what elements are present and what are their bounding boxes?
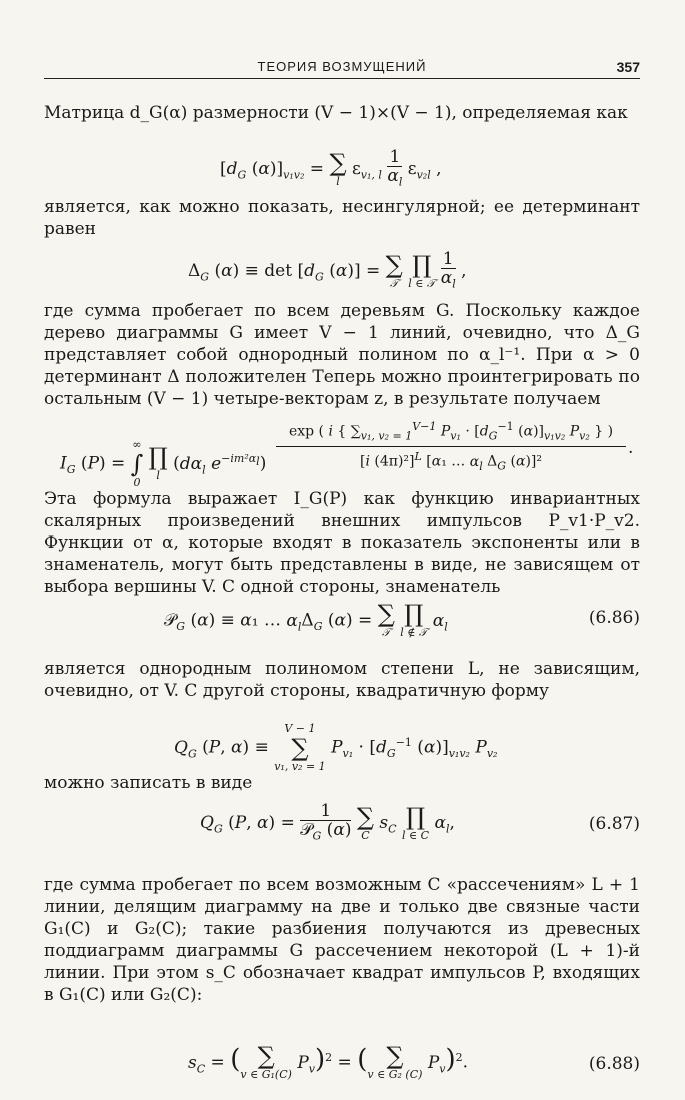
- running-header: [44, 56, 640, 79]
- equation-number-6-86: (6.86): [588, 608, 640, 628]
- paragraph-7: где сумма пробегает по всем возможным C «рассечениям» L + 1 линии, делящим диаграмму на две и только две связные части G₁(C) и G₂(C); такие разбиения получаются из древесных поддиаграмм диаграммы G рассечением некоторой (L + 1)-й линии. При этом s_C обозначает квадрат импульсов P, входящих в G₁(C) или G₂(C):: [44, 875, 641, 1005]
- paragraph-4: Эта формула выражает I_G(P) как функцию инвариантных скалярных произведений внешних импульсов P_v1·P_v2. Функции от α, которые входят в показатель экспоненты или в знаменатель, могут быть представлены в виде, не зависящем от выбора вершины V. С одной стороны, знаменатель: [44, 489, 640, 597]
- equation-quadratic-form: $Q_G$ (P, α) ≡ V − 1 ∑ v₁, v₂ = 1 $P_{v_1} \cdot [d_G^{-1}$ $(\alpha)]_{v_1v_2}$ $P_{v_2}$: [174, 722, 498, 773]
- equation-6-88: $s_C$ = ( ∑ v ∈ G₁(C) $P_v)^2$ = ( ∑ v ∈ G₂ (C) $P_v)^2$. (6.88): [188, 1042, 640, 1081]
- equation-number-6-87: (6.87): [588, 814, 640, 834]
- equation-determinant: $\Delta_G$ $(\alpha) \equiv \det [d_G$ (α)] = ∑ 𝒯 ∏ l ∈ 𝒯 $\frac{1}{\alpha_l}$ ,: [188, 249, 467, 291]
- page-number: 357: [616, 59, 640, 75]
- paragraph-2: является, как можно показать, несингулярной; ее детерминант равен: [44, 197, 640, 239]
- page: [44, 56, 640, 1086]
- equation-6-86: 𝒫$_G$ (α) ≡ α₁ … $\alpha_l\Delta_G$ (α) = ∑ 𝒯 ∏ l ∉ 𝒯 $\alpha_l$ (6.86): [164, 600, 640, 639]
- equation-number-6-88: (6.88): [588, 1054, 640, 1074]
- paragraph-6: можно записать в виде: [44, 773, 253, 793]
- paragraph-5: является однородным полиномом степени L, не зависящим, очевидно, от V. С другой стороны, квадратичную форму: [44, 659, 640, 701]
- equation-6-87: $Q_G$ (P, α) = $\frac{1}{𝒫_G (\alpha)}$ ∑ C $s_C$ ∏ l ∈ C $\alpha_l$, (6.87): [200, 801, 640, 843]
- equation-integral: $I_G$ (P) = ∞ ∫ 0 ∏ l ($d\alpha_l$ $e^{-im^2\alpha_l}$) exp ( i { $\sum_{v_1, v_2 = 1}^{V-1}$ $P_{v_1} \cdot [d_G^{-1}$ $(\alpha)]_{v_1v_2}$ $P_{v_2}$ } ) [i (4π)²]$^L$ [α₁ … $\alpha_l$ $\Delta_G$ (α)]² .: [60, 420, 634, 489]
- running-title: ТЕОРИЯ ВОЗМУЩЕНИЙ: [257, 59, 427, 74]
- paragraph-3: где сумма пробегает по всем деревьям G. Поскольку каждое дерево диаграммы G имеет V − 1 линий, очевидно, что Δ_G представляет собой однородный полином по α_l⁻¹. При α > 0 детерминант Δ положителен Теперь можно проинтегрировать по остальным (V − 1) четыре-векторам z, в результате получаем: [44, 301, 640, 409]
- paragraph-1: Матрица d_G(α) размерности (V − 1)×(V − 1), определяемая как: [44, 103, 628, 123]
- equation-matrix-definition: [$d_G$ $(\alpha)]_{v_1v_2}$ = ∑ l $\varepsilon_{v_1, l}$ $\frac{1}{\alpha_l}$ $\varepsilon_{v_2l}$ ,: [220, 147, 442, 189]
